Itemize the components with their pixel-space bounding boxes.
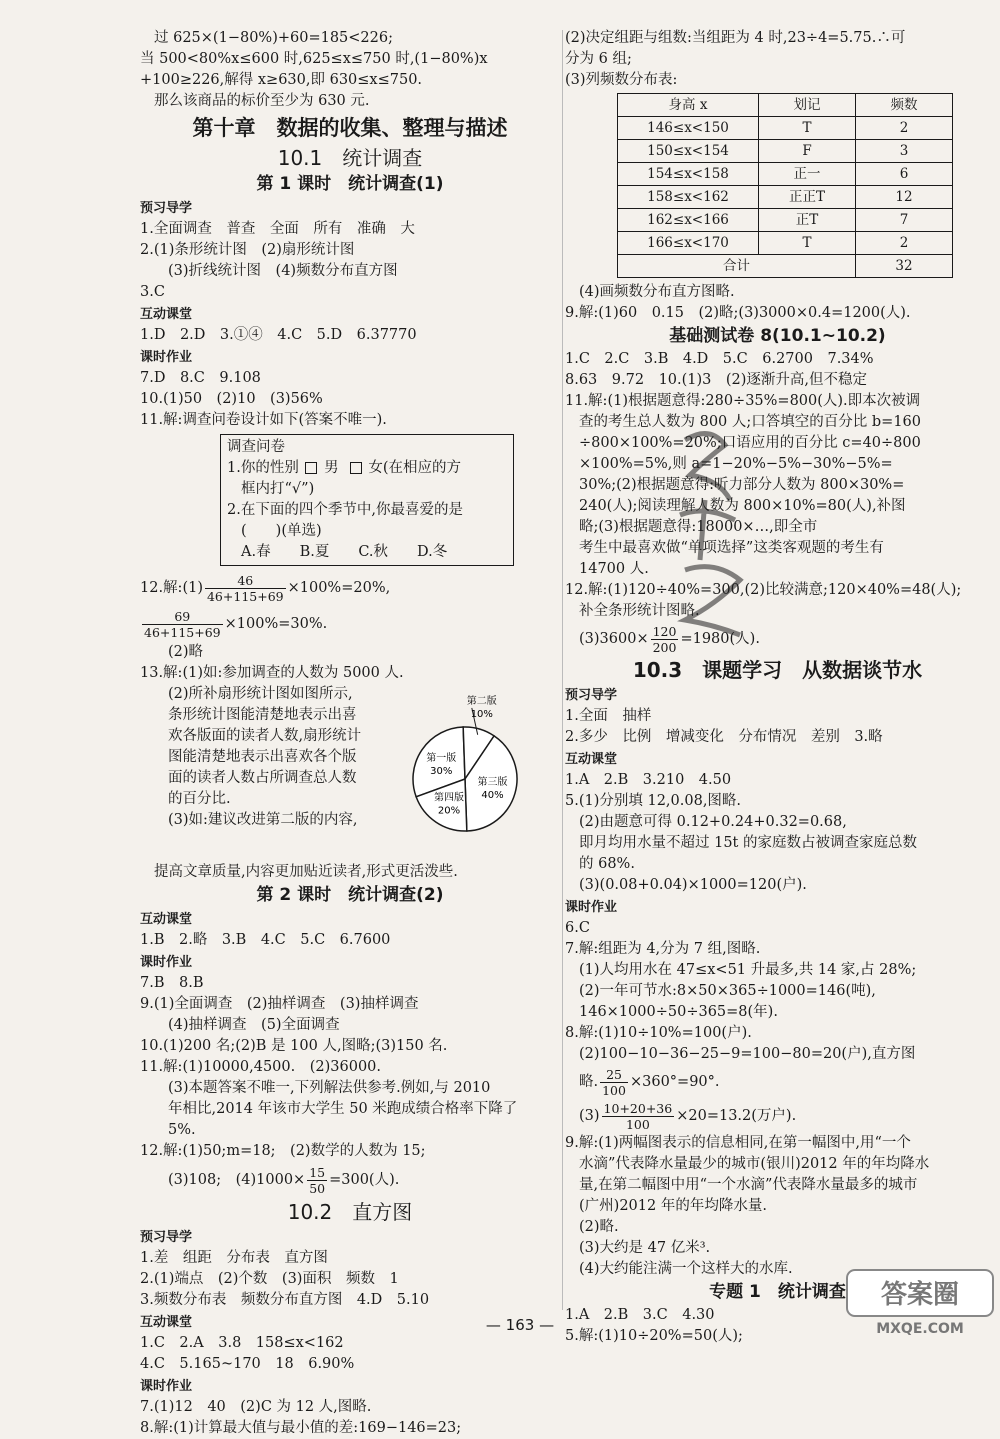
survey-q1: 1.你的性别 (227, 460, 299, 476)
text-line: 图能清楚地表示出喜欢各个版 (168, 749, 357, 765)
text-line: 2.多少 比例 增减变化 分布情况 差别 3.略 (565, 729, 883, 745)
denominator: 100 (602, 1082, 626, 1098)
table-cell: 2 (856, 117, 953, 140)
special-title: 专题 1 统计调查 (709, 1282, 846, 1302)
text-line: 14700 人. (579, 561, 649, 577)
formula-suffix: ×360°=90°. (629, 1074, 720, 1090)
formula-prefix: (3)3600× (579, 631, 649, 647)
survey-q2: 2.在下面的四个季节中,你最喜爱的是 (227, 502, 463, 518)
table-cell: T (759, 117, 856, 140)
text-line: 补全条形统计图略. (579, 603, 700, 619)
text-line: (3)(0.08+0.04)×1000=120(户). (579, 877, 807, 893)
text-line: 7.(1)12 40 (2)C 为 12 人,图略. (140, 1399, 372, 1415)
formula-line (140, 606, 560, 642)
text-line: 水滴”代表降水量最少的城市(银川)2012 年的年均降水 (579, 1156, 930, 1172)
survey-options: A.春 B.夏 C.秋 D.冬 (241, 544, 448, 560)
text-line: 的百分比. (168, 791, 231, 807)
text-line: 12.解:(1)50;m=18; (2)数学的人数为 15; (140, 1143, 426, 1159)
formula-line (140, 1162, 560, 1198)
text-line: (4)大约能注满一个这样大的水库. (579, 1261, 793, 1277)
table-cell: 3 (856, 140, 953, 163)
text-line: 查的考生总人数为 800 人;口答填空的百分比 b=160 (579, 414, 921, 430)
table-cell: 158≤x<162 (618, 186, 759, 209)
text-line: 9.(1)全面调查 (2)抽样调查 (3)抽样调查 (140, 996, 419, 1012)
numerator: 46 (205, 573, 286, 589)
text-line: 11.解:调查问卷设计如下(答案不唯一). (140, 412, 387, 428)
text-line: 年相比,2014 年该市大学生 50 米跑成绩合格率下降了 (168, 1101, 518, 1117)
text-line: 8.解:(1)计算最大值与最小值的差:169−146=23; (140, 1420, 462, 1436)
numerator: 15 (309, 1164, 326, 1180)
text-line: (3)折线统计图 (4)频数分布直方图 (168, 263, 398, 279)
fraction (307, 1165, 327, 1196)
denominator: 100 (625, 1116, 650, 1132)
table-cell: 2 (856, 232, 953, 255)
formula-prefix: (3)108; (4)1000× (168, 1172, 306, 1188)
text-line: 5%. (168, 1122, 196, 1138)
text-line: 2.(1)端点 (2)个数 (3)面积 频数 1 (140, 1271, 399, 1287)
survey-female: 女(在相应的方 (368, 460, 462, 476)
text-line: 13.解:(1)如:参加调查的人数为 5000 人. (140, 665, 404, 681)
section-label: 预习导学 (140, 1230, 193, 1245)
text-line: 1.差 组距 分布表 直方图 (140, 1250, 328, 1266)
table-cell: 合计 (618, 255, 856, 278)
table-cell: 150≤x<154 (618, 140, 759, 163)
formula-prefix: 略. (579, 1074, 599, 1090)
text-line: 量,在第二幅图中用“一个水滴”代表降水量最多的城市 (579, 1177, 918, 1193)
text-line: 考生中最喜欢做“单项选择”这类客观题的考生有 (579, 540, 884, 556)
section-label: 课时作业 (140, 350, 193, 365)
fraction (600, 1067, 628, 1098)
text-line: +100≥226,解得 x≥630,即 630≤x≤750. (140, 72, 423, 88)
section-label: 互动课堂 (140, 307, 193, 322)
fraction (205, 573, 286, 604)
text-line: 7.B 8.B (140, 975, 204, 991)
text-line: 9.解:(1)60 0.15 (2)略;(3)3000×0.4=1200(人). (565, 305, 911, 321)
formula-line (565, 1099, 990, 1133)
section-title: 10.3 课题学习 从数据谈节水 (632, 658, 923, 682)
text-line: (3)如:建议改进第二版的内容, (168, 812, 358, 828)
text-line: ÷800×100%=20%;口语应用的百分比 c=40÷800 (579, 435, 921, 451)
text-line: (2)略. (579, 1219, 619, 1235)
formula-suffix: ×100%=20%, (287, 580, 391, 596)
table-cell: 7 (856, 209, 953, 232)
text-line: 1.全面 抽样 (565, 708, 652, 724)
text-line: (2)略 (168, 644, 204, 660)
column-divider (562, 30, 563, 1310)
table-row (618, 117, 953, 140)
text-line: 240(人);阅读理解人数为 800×10%=80(人),补图 (579, 498, 906, 514)
text-line: 1.C 2.C 3.B 4.D 5.C 6.2700 7.34% (565, 351, 874, 367)
table-row (618, 232, 953, 255)
numerator: 25 (600, 1067, 628, 1083)
pie-slice-value: 30% (430, 766, 453, 778)
table-total-row (618, 255, 953, 278)
formula-line (565, 622, 990, 656)
section-label: 互动课堂 (140, 912, 193, 927)
survey-q1b: 框内打“√”) (241, 481, 315, 497)
table-header: 频数 (856, 94, 953, 117)
numerator: 10+20+36 (603, 1100, 673, 1116)
text-line: (3)大约是 47 亿米³. (579, 1240, 711, 1256)
test-title: 基础测试卷 8(10.1~10.2) (669, 326, 886, 346)
table-cell: 12 (856, 186, 953, 209)
left-column (140, 28, 560, 1439)
checkbox-icon (305, 462, 317, 474)
text-line: ×100%=5%,则 a=1−20%−5%−30%−5%= (579, 456, 893, 472)
section-label: 互动课堂 (140, 1315, 193, 1330)
q13-block (140, 684, 560, 862)
text-line: 提高文章质量,内容更加贴近读者,形式更活泼些. (154, 864, 458, 880)
table-cell: 166≤x<170 (618, 232, 759, 255)
section-label: 预习导学 (565, 688, 618, 703)
numerator: 69 (142, 609, 223, 625)
text-line: 11.解:(1)10000,4500. (2)36000. (140, 1059, 382, 1075)
denominator: 200 (652, 639, 677, 655)
text-line: 1.C 2.A 3.8 158≤x<162 (140, 1335, 344, 1351)
text-line: 8.解:(1)10÷10%=100(户). (565, 1025, 752, 1041)
text-line: (2)100−10−36−25−9=100−80=20(户),直方图 (579, 1046, 916, 1062)
text-line: 6.C (565, 920, 590, 936)
pie-slice-label: 第二版 (466, 695, 497, 707)
table-row (618, 186, 953, 209)
formula-prefix: 12.解:(1) (140, 580, 203, 596)
formula-suffix: =300(人). (329, 1172, 400, 1188)
table-cell: 146≤x<150 (618, 117, 759, 140)
text-line: (2)由题意可得 0.12+0.24+0.32=0.68, (579, 814, 847, 830)
section-title: 10.1 统计调查 (277, 146, 423, 170)
section-label: 课时作业 (565, 900, 618, 915)
pie-slice-label: 第一版 (426, 753, 457, 765)
text-line: (2)所补扇形统计图如图所示, (168, 686, 353, 702)
text-line: (2)一年可节水:8×50×365÷1000=146(吨), (579, 983, 876, 999)
formula-suffix: =1980(人). (680, 631, 760, 647)
pie-slice-label: 第三版 (477, 776, 508, 788)
section-label: 预习导学 (140, 201, 193, 216)
section-title: 10.2 直方图 (287, 1200, 413, 1224)
denominator: 46+115+69 (206, 588, 284, 604)
formula-line (565, 1065, 990, 1099)
text-line: 2.(1)条形统计图 (2)扇形统计图 (140, 242, 355, 258)
text-line: 略;(3)根据题意得:18000×…,即全市 (579, 519, 818, 535)
text-line: 10.(1)50 (2)10 (3)56% (140, 391, 323, 407)
text-line: 1.A 2.B 3.210 4.50 (565, 772, 732, 788)
text-line: 5.(1)分别填 12,0.08,图略. (565, 793, 742, 809)
table-cell: 154≤x<158 (618, 163, 759, 186)
text-line: 面的读者人数占所调查总人数 (168, 770, 357, 786)
text-line: 9.解:(1)两幅图表示的信息相同,在第一幅图中,用“一个 (565, 1135, 911, 1151)
text-line: 3.频数分布表 频数分布直方图 4.D 5.10 (140, 1292, 430, 1308)
text-line: (2)决定组距与组数:当组距为 4 时,23÷4=5.75.∴可 (565, 30, 906, 46)
text-line: (3)本题答案不唯一,下列解法供参考.例如,与 2010 (168, 1080, 491, 1096)
survey-box (220, 434, 514, 566)
table-cell: 162≤x<166 (618, 209, 759, 232)
text-line: 当 500<80%x≤600 时,625≤x≤750 时,(1−80%)x (140, 51, 488, 67)
frequency-table (617, 93, 953, 278)
text-line: 1.D 2.D 3.①④ 4.C 5.D 6.37770 (140, 327, 417, 343)
formula-suffix: ×20=13.2(万户). (676, 1108, 797, 1124)
text-line: 1.B 2.略 3.B 4.C 5.C 6.7600 (140, 932, 391, 948)
denominator: 46+115+69 (144, 624, 221, 640)
text-line: 30%;(2)根据题意得:听力部分人数为 800×30%= (579, 477, 905, 493)
text-line: 那么该商品的标价至少为 630 元. (154, 93, 370, 109)
numerator: 120 (652, 623, 677, 639)
fraction (602, 1101, 675, 1132)
text-line: (1)人均用水在 47≤x<51 升最多,共 14 家,占 28%; (579, 962, 917, 978)
table-header: 身高 x (618, 94, 759, 117)
text-line: 3.C (140, 284, 165, 300)
table-cell: 正一 (759, 163, 856, 186)
text-line: 1.全面调查 普查 全面 所有 准确 大 (140, 221, 415, 237)
text-line: 7.D 8.C 9.108 (140, 370, 261, 386)
table-header: 划记 (759, 94, 856, 117)
table-row (618, 140, 953, 163)
text-line: 条形统计图能清楚地表示出喜 (168, 707, 357, 723)
logo-text: 答案圈 (880, 1280, 960, 1310)
chapter-title: 第十章 数据的收集、整理与描述 (192, 116, 508, 140)
handwritten-stamp (665, 420, 755, 640)
logo-url: MXQE.COM (876, 1321, 964, 1337)
pie-slice-value: 20% (437, 805, 461, 817)
pie-slice-value: 10% (470, 708, 493, 720)
survey-q2b: ( )(单选) (241, 523, 322, 539)
text-line: (4)抽样调查 (5)全面调查 (168, 1017, 340, 1033)
text-line: 4.C 5.165~170 18 6.90% (140, 1356, 355, 1372)
text-line: 过 625×(1−80%)+60=185<226; (154, 30, 393, 46)
text-line: 即月均用水量不超过 15t 的家庭数占被调查家庭总数 (579, 835, 917, 851)
table-cell: F (759, 140, 856, 163)
formula-line (140, 570, 560, 606)
table-cell: 正T (759, 209, 856, 232)
section-label: 课时作业 (140, 955, 193, 970)
table-cell: 正正T (759, 186, 856, 209)
table-row (618, 163, 953, 186)
right-column (565, 28, 990, 1347)
text-line: 分为 6 组; (565, 51, 632, 67)
pie-slice-value: 40% (481, 789, 504, 801)
table-cell: 32 (856, 255, 953, 278)
text-line: (广州)2012 年的年均降水量. (579, 1198, 767, 1214)
lesson-title: 第 1 课时 统计调查(1) (256, 174, 444, 194)
text-line: 12.解:(1)120÷40%=300,(2)比较满意;120×40%=48(人); (565, 582, 962, 598)
text-line: 7.解:组距为 4,分为 7 组,图略. (565, 941, 761, 957)
page-number: — 163 — (485, 1316, 555, 1334)
text-line: (4)画频数分布直方图略. (579, 284, 735, 300)
watermark-logo (845, 1268, 995, 1338)
text-line: 8.63 9.72 10.(1)3 (2)逐渐升高,但不稳定 (565, 372, 868, 388)
survey-title: 调查问卷 (227, 439, 285, 455)
formula-suffix: ×100%=30%. (224, 616, 328, 632)
lesson-title: 第 2 课时 统计调查(2) (256, 885, 444, 905)
pie-slice-label: 第四版 (434, 792, 465, 804)
text-line: 欢各版面的读者人数,扇形统计 (168, 728, 362, 744)
text-line: 5.解:(1)10÷20%=50(人); (565, 1328, 743, 1344)
text-line: 146×1000÷50÷365=8(年). (579, 1004, 778, 1020)
table-header-row (618, 94, 953, 117)
text-line: (3)列频数分布表: (565, 72, 678, 88)
fraction (142, 609, 223, 640)
formula-prefix: (3) (579, 1108, 600, 1124)
text-line: 10.(1)200 名;(2)B 是 100 人,图略;(3)150 名. (140, 1038, 448, 1054)
survey-male: 男 (324, 460, 339, 476)
section-label: 课时作业 (140, 1379, 193, 1394)
pie-chart (410, 684, 560, 854)
text-line: 的 68%. (579, 856, 635, 872)
table-cell: T (759, 232, 856, 255)
section-label: 互动课堂 (565, 752, 618, 767)
text-line: 11.解:(1)根据题意得:280÷35%=800(人).即本次被调 (565, 393, 921, 409)
text-line: 1.A 2.B 3.C 4.30 (565, 1307, 715, 1323)
checkbox-icon (350, 462, 362, 474)
denominator: 50 (309, 1180, 326, 1196)
table-cell: 6 (856, 163, 953, 186)
table-row (618, 209, 953, 232)
